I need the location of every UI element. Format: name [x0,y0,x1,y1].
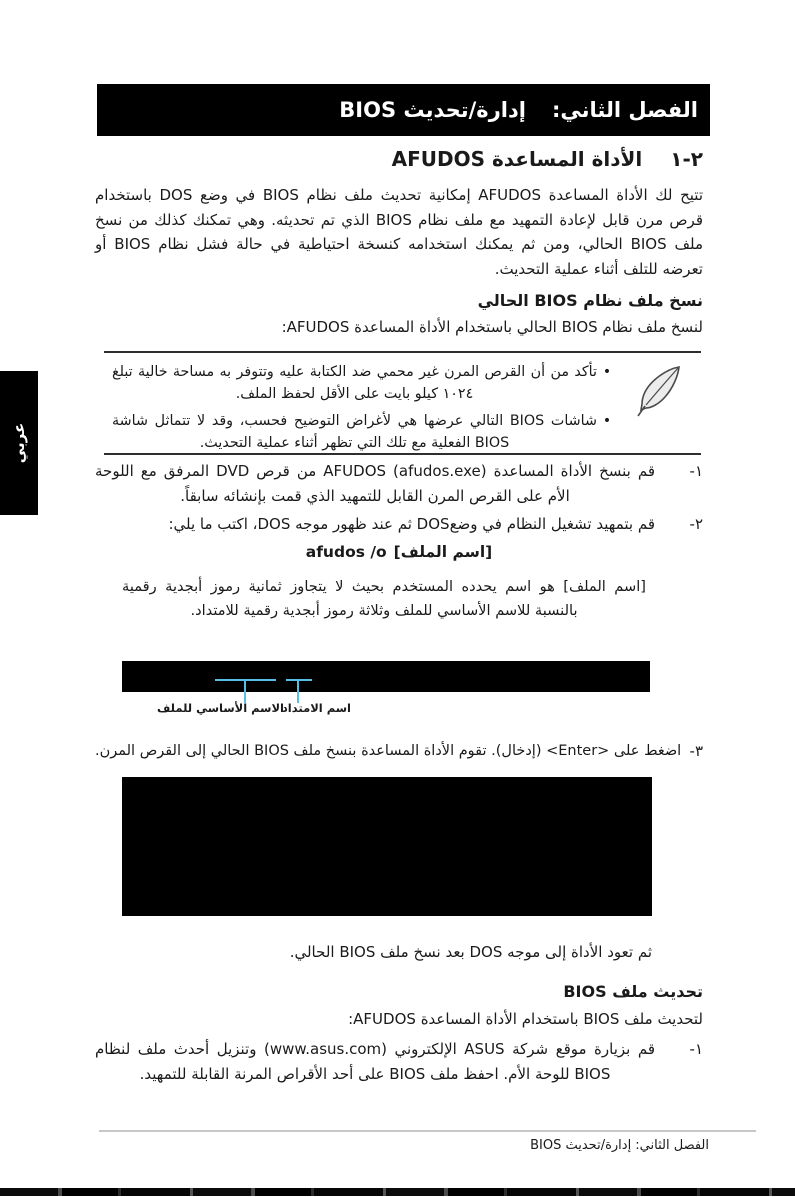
bullet-dot-icon: • [602,364,612,380]
step-number: ٣- [689,742,703,760]
update-step-1 [95,1037,703,1087]
copy-step-2 [95,512,703,537]
step3-suffix: (إدخال). تقوم الأداة المساعدة بنسخ ملف BIOS الحالي إلى القرص المرن. [95,743,547,759]
note-bullet-text: تأكد من أن القرص المرن غير محمي ضد الكتابة عليه وتتوفر به مساحة خالية تبلغ ١٠٢٤ كيلو بايت على الأقل لحفظ الملف. [112,364,597,402]
enter-key-label: <Enter> [546,743,610,759]
intro-paragraph: تتيح لك الأداة المساعدة AFUDOS إمكانية تحديث ملف نظام BIOS في وضع DOS باستخدام قرص مرن قابل لإعادة التمهيد مع ملف نظام BIOS الذي تم تحديثه. وهي تمكنك كذلك من نسخ ملف BIOS الحالي، ومن ثم يمكنك استخدامه كنسخة احتياطية في حالة فشل نظام BIOS أو تعرضه للتلف أثناء عملية التحديث. [95,186,704,278]
step-number: ١- [689,462,703,480]
language-side-tab [0,371,38,515]
footer-chapter-label: الفصل الثاني: إدارة/تحديث BIOS [530,1138,709,1153]
callout-bracket-extension [286,679,312,681]
note-bullet [106,361,617,405]
chapter-title [339,98,698,122]
chapter-title-label: الفصل الثاني: [551,98,698,122]
chapter-title-subject: إدارة/تحديث BIOS [339,98,526,122]
pen-icon [617,361,699,447]
copy-lead: لنسخ ملف نظام BIOS الحالي باستخدام الأداة المساعدة AFUDOS: [281,318,703,336]
section-number: ٢-١ [670,147,703,171]
subheading-update-bios: تحديث ملف BIOS [563,982,703,1001]
language-tab-label: عربي [10,422,28,464]
section-title: الأداة المساعدة AFUDOS [391,147,643,171]
note-bullet-list [106,361,617,451]
copy-step-1 [95,459,703,509]
step-number: ١- [689,1040,703,1058]
step-number: ٢- [689,515,703,533]
step-text: قم بزيارة موقع شركة ASUS الإلكتروني (www.asus.com) وتنزيل أحدث ملف لنظام BIOS للوحة الأم. احفظ ملف BIOS على أحد الأقراص المرنة القابلة للتمهيد. [95,1040,655,1083]
step-text: قم بنسخ الأداة المساعدة AFUDOS (afudos.exe) من قرص DVD المرفق مع اللوحة الأم على القرص المرن القابل للتمهيد الذي قمت بإنشائه سابقاً. [95,462,656,505]
callout-label-basename: الاسم الأساسي للملف [156,701,284,715]
step3-prefix: اضغط على [609,743,682,759]
page-bottom-scan-edge [0,1188,795,1196]
update-lead: لتحديث ملف BIOS باستخدام الأداة المساعدة AFUDOS: [348,1010,703,1028]
section-heading [95,147,703,171]
dos-command-line [95,543,703,561]
bullet-dot-icon: • [602,413,612,429]
note-box [104,351,701,455]
command-latin: afudos /o [305,543,387,561]
subheading-copy-bios: نسخ ملف نظام BIOS الحالي [477,291,703,310]
step-text: قم بتمهيد تشغيل النظام في وضعDOS ثم عند ظهور موجه DOS، اكتب ما يلي: [168,515,655,533]
copy-step-3 [95,739,703,764]
callout-line-extension [297,679,299,703]
filename-note: [اسم الملف] هو اسم يحدده المستخدم بحيث لا يتجاوز ثمانية رموز أبجدية رقمية بالنسبة للاسم الأساسي للملف وثلاثة رموز أبجدية رقمية للامتداد. [122,578,646,619]
callout-line-basename [244,679,246,703]
bios-screen-placeholder-1 [122,661,650,692]
command-argument: [اسم الملف] [393,543,493,561]
bios-screen-placeholder-2 [122,777,652,916]
after-copy-note: ثم تعود الأداة إلى موجه DOS بعد نسخ ملف BIOS الحالي. [289,943,652,961]
step-text [95,739,681,764]
callout-label-extension: اسم الامتداد [281,701,351,715]
chapter-header-bar [97,84,710,136]
footer-divider [99,1130,756,1132]
note-bullet-text: شاشات BIOS التالي عرضها هي لأغراض التوضيح فحسب، وقد لا تتماثل شاشة BIOS الفعلية مع تلك التي تظهر أثناء عملية التحديث. [112,413,597,451]
note-bullet [106,410,617,454]
